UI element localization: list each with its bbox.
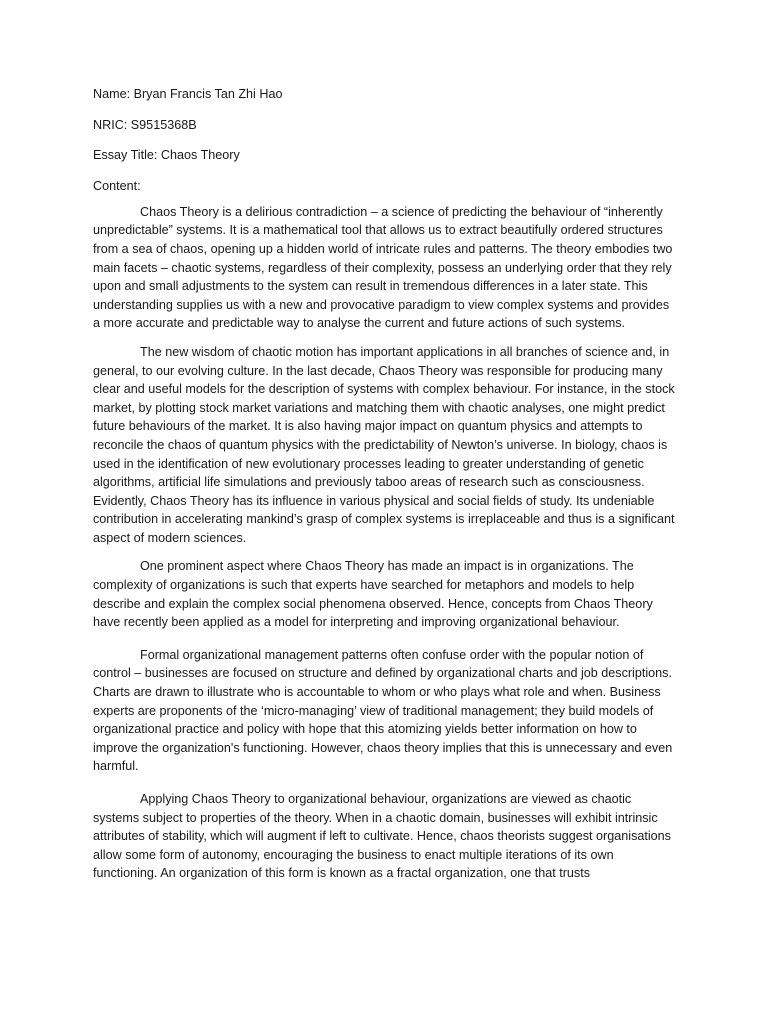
nric-number: NRIC: S9515368B xyxy=(93,117,197,132)
paragraph-5: Applying Chaos Theory to organizational behaviour, organizations are viewed as chaotic systems subject to properties of the theory. When in a chaotic domain, businesses will exhibit intrinsic attributes of stability, which will augment if left to cultivate. Hence, chaos theorists suggest organisations allow some form of autonomy, encouraging the business to enact multiple iterations of its own functioning. An organization of this form is known as a fractal organization, one that trusts xyxy=(93,792,671,881)
paragraph-3: One prominent aspect where Chaos Theory has made an impact is in organizations. The complexity of organizations is such that experts have searched for metaphors and models to help describe and explain the complex social phenomena observed. Hence, concepts from Chaos Theory have recently been applied as a model for interpreting and improving organizational behaviour. xyxy=(93,559,653,630)
content-label: Content: xyxy=(93,178,141,193)
author-name: Name: Bryan Francis Tan Zhi Hao xyxy=(93,87,283,101)
essay-title: Essay Title: Chaos Theory xyxy=(93,148,240,163)
paragraph-2: The new wisdom of chaotic motion has important applications in all branches of science and, in general, to our evolving culture. In the last decade, Chaos Theory was responsible for producing many clear and useful models for the description of systems with complex behaviour. For instance, in the stock market, by plotting stock market variations and matching them with chaotic analyses, one might predict future behaviours of the market. It is also having major impact on quantum physics and attempts to reconcile the chaos of quantum physics with the predictability of Newton’s universe. In biology, chaos is used in the identification of new evolutionary processes leading to greater understanding of genetic algorithms, artificial life simulations and previously taboo areas of research such as consciousness. Evidently, Chaos Theory has its influence in various physical and social fields of study. Its undeniable contribution in accelerating mankind’s grasp of complex systems is irreplaceable and thus is a significant aspect of modern sciences. xyxy=(93,344,675,545)
paragraph-4: Formal organizational management patterns often confuse order with the popular notion of control – businesses are focused on structure and defined by organizational charts and job descriptions. Charts are drawn to illustrate who is accountable to whom or who plays what role and when. Business experts are proponents of the ‘micro-managing’ view of traditional management; they build models of organizational practice and policy with hope that this atomizing yields better information on how to improve the organization's functioning. However, chaos theory implies that this is unnecessary and even harmful. xyxy=(93,647,673,774)
paragraph-1: Chaos Theory is a delirious contradiction – a science of predicting the behaviour of “inherently unpredictable” systems. It is a mathematical tool that allows us to extract beautifully ordered structures from a sea of chaos, opening up a hidden world of intricate rules and patterns. The theory embodies two main facets – chaotic systems, regardless of their complexity, possess an underlying order that they rely upon and small adjustments to the system can result in tremendous differences in a later state. This understanding supplies us with a new and provocative paradigm to view complex systems and provides a more accurate and predictable way to analyse the current and future actions of such systems. xyxy=(93,204,673,331)
